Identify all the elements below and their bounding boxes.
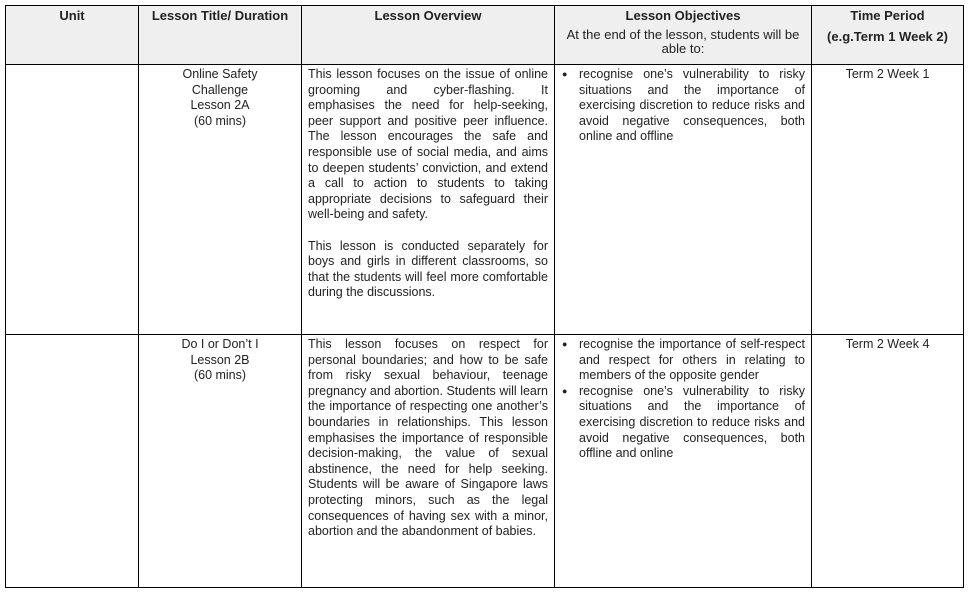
lesson-title-line: Online Safety: [182, 67, 258, 81]
time-period-cell: Term 2 Week 1: [812, 65, 964, 335]
header-unit-label: Unit: [59, 8, 85, 23]
objective-item: ● recognise one’s vulnerability to risky situations and the importance of exercising discretion to reduce risks and avoid negative consequences, both online and offline: [579, 67, 805, 145]
header-title-duration-label: Lesson Title/ Duration: [151, 8, 289, 23]
lesson-code: Lesson 2B: [190, 352, 250, 367]
table-row: [6, 65, 964, 335]
lesson-overview-cell: [302, 335, 555, 588]
overview-paragraph: This lesson focuses on the issue of online grooming and cyber-flashing. It emphasises the need for help-seeking, peer support and positive peer influence. The lesson encourages the safe and responsible use of social media, and aims to deepen students’ conviction, and extend a call to action to students to taking appropriate decisions to safeguard their well-being and safety.: [308, 67, 548, 222]
objectives-list: [561, 67, 805, 145]
lesson-title-line: Do I or Don’t I: [181, 337, 259, 351]
objectives-list: [561, 337, 805, 462]
header-time-period: [812, 6, 964, 65]
lesson-code: Lesson 2A: [190, 98, 250, 113]
lesson-duration: (60 mins): [193, 368, 247, 383]
lesson-overview-cell: [302, 65, 555, 335]
unit-cell: [6, 335, 139, 588]
header-overview-label: Lesson Overview: [374, 8, 482, 23]
lesson-title-cell: [139, 335, 302, 588]
header-objectives-subtitle: At the end of the lesson, students will be able to:: [566, 26, 800, 56]
header-unit: [6, 6, 139, 65]
lesson-objectives-cell: [555, 65, 812, 335]
overview-paragraph: This lesson is conducted separately for boys and girls in different classrooms, so that the students will feel more comfortable during the discussions.: [308, 238, 548, 300]
table-header-row: [6, 6, 964, 65]
unit-cell: [6, 65, 139, 335]
header-time-period-label: Time Period: [850, 8, 925, 23]
header-title-duration: [139, 6, 302, 65]
objective-item: ● recognise the importance of self-respect and respect for others in relating to members of the opposite gender: [579, 337, 805, 384]
overview-paragraph: This lesson focuses on respect for personal boundaries; and how to be safe from risky sexual behaviour, teenage pregnancy and abortion. Students will learn the importance of respecting one another’s boundaries in relationships. This lesson emphasises the importance of responsible decision-making, the value of sexual abstinence, the need for help seeking. Students will be aware of Singapore laws protecting minors, such as the legal consequences of having sex with a minor, abortion and the abandonment of babies.: [308, 337, 548, 539]
lesson-duration: (60 mins): [193, 113, 247, 128]
header-overview: [302, 6, 555, 65]
lesson-title-cell: [139, 65, 302, 335]
header-objectives-label: Lesson Objectives: [625, 8, 741, 23]
header-objectives: [555, 6, 812, 65]
objective-item: ● recognise one’s vulnerability to risky situations and the importance of exercising discretion to reduce risks and avoid negative consequences, both offline and online: [579, 384, 805, 462]
lesson-title-line: Challenge: [191, 82, 249, 97]
header-time-period-example: (e.g.Term 1 Week 2): [827, 28, 948, 44]
time-period-cell: Term 2 Week 4: [812, 335, 964, 588]
lesson-plan-table: [5, 5, 964, 588]
table-row: [6, 335, 964, 588]
lesson-objectives-cell: [555, 335, 812, 588]
